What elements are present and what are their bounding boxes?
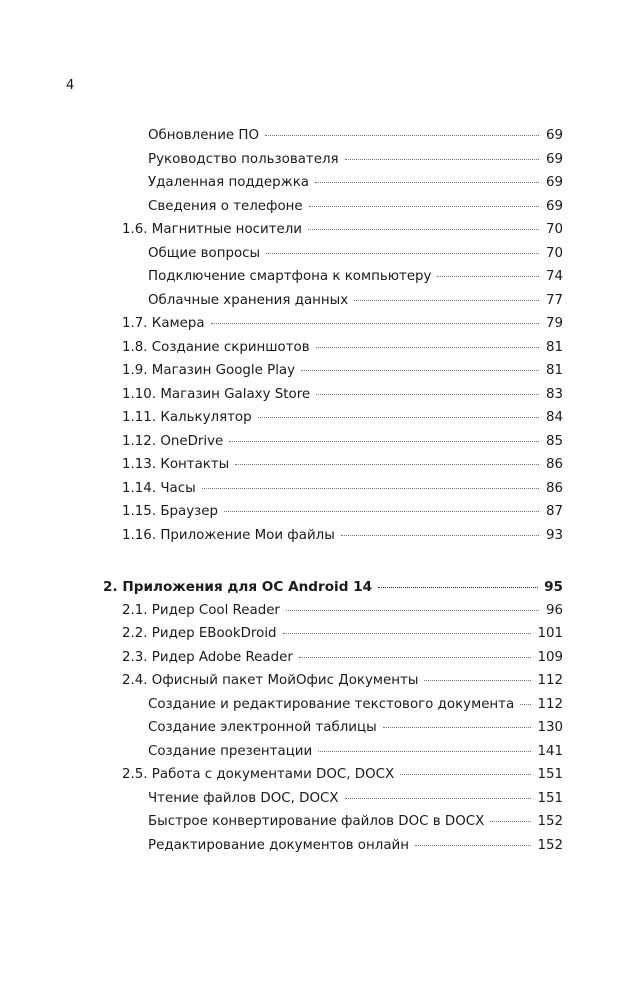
toc-entry-page: 87 [545, 504, 563, 519]
toc-dot-leader [283, 633, 532, 634]
toc-entry [148, 267, 563, 287]
toc-entry [122, 385, 563, 405]
toc-dot-leader [415, 845, 531, 846]
toc-entry [122, 601, 563, 621]
toc-entry [122, 624, 563, 644]
toc-entry-title: 1.9. Магазин Google Play [122, 363, 296, 378]
toc-entry-page: 96 [545, 602, 563, 618]
toc-dot-leader [299, 657, 532, 658]
toc-dot-leader [202, 488, 539, 489]
toc-dot-leader [345, 159, 539, 160]
toc-dot-leader [354, 300, 539, 301]
toc-entry [148, 695, 563, 715]
toc-dot-leader [224, 511, 539, 512]
toc-entry-title: 1.6. Магнитные носители [122, 222, 302, 237]
toc-entry [122, 361, 563, 381]
toc-dot-leader [316, 347, 539, 348]
toc-entry-page: 152 [537, 837, 563, 853]
toc-entry-page: 112 [537, 696, 563, 712]
toc-dot-leader [235, 464, 539, 465]
toc-entry-page: 69 [545, 198, 563, 214]
toc-dot-leader [315, 182, 539, 183]
toc-entry [122, 648, 563, 668]
toc-entry [148, 789, 563, 809]
toc-dot-leader [301, 370, 539, 371]
toc-entry-page: 69 [545, 128, 563, 143]
toc-dot-leader [400, 774, 531, 775]
toc-entry-title: 1.14. Часы [122, 480, 196, 496]
toc-entry-title: 2.3. Ридер Adobe Reader [122, 649, 293, 665]
toc-dot-leader [265, 135, 539, 136]
toc-entry [148, 173, 563, 193]
toc-entry-page: 85 [545, 433, 563, 449]
toc-entry [148, 718, 563, 738]
toc-entry-title: 2. Приложения для ОС Android 14 [103, 579, 373, 595]
toc-entry [148, 126, 563, 146]
toc-entry [148, 244, 563, 264]
toc-entry [148, 291, 563, 311]
toc-entry [122, 338, 563, 358]
toc-entry-title: Руководство пользователя [148, 151, 339, 167]
toc-dot-leader [345, 798, 532, 799]
toc-entry-page: 84 [545, 410, 563, 425]
toc-entry [122, 455, 563, 475]
toc-entry-title: 2.2. Ридер EBookDroid [122, 626, 277, 641]
toc-entry [148, 812, 563, 832]
toc-dot-leader [286, 610, 539, 611]
toc-entry-page: 69 [545, 175, 563, 190]
toc-entry-page: 83 [545, 386, 563, 402]
toc-entry [148, 742, 563, 762]
toc-dot-leader [520, 704, 531, 705]
toc-entry [148, 197, 563, 217]
toc-entry-title: 1.11. Калькулятор [122, 410, 252, 425]
toc-dot-leader [308, 229, 539, 230]
toc-entry-page: 81 [545, 363, 563, 378]
toc-entry-page: 109 [537, 649, 563, 665]
toc-entry [122, 671, 563, 691]
toc-entry-title: Чтение файлов DOC, DOCX [148, 790, 339, 806]
toc-entry-page: 81 [545, 339, 563, 355]
toc-dot-leader [316, 394, 539, 395]
toc-entry-title: 2.5. Работа с документами DOC, DOCX [122, 767, 395, 782]
toc-entry-page: 130 [537, 720, 563, 735]
toc-entry-title: 2.4. Офисный пакет МойОфис Документы [122, 673, 419, 688]
toc-dot-leader [229, 441, 539, 442]
toc-entry [103, 577, 563, 597]
toc-entry [122, 432, 563, 452]
toc-entry-title: 1.16. Приложение Мои файлы [122, 527, 335, 543]
toc-entry [122, 765, 563, 785]
toc-entry-page: 152 [537, 814, 563, 829]
toc-entry-page: 151 [537, 767, 563, 782]
toc-entry-page: 69 [545, 151, 563, 167]
toc-entry-title: Создание электронной таблицы [148, 720, 377, 735]
toc-entry-title: 2.1. Ридер Cool Reader [122, 602, 280, 618]
toc-entry-page: 79 [545, 316, 563, 331]
page-number: 4 [66, 78, 75, 93]
toc-entry-page: 74 [545, 269, 563, 284]
toc-entry-title: Сведения о телефоне [148, 198, 303, 214]
toc-entry-title: 1.10. Магазин Galaxy Store [122, 386, 311, 402]
toc-entry [148, 836, 563, 856]
toc-dot-leader [211, 323, 539, 324]
toc-dot-leader [309, 206, 539, 207]
toc-entry-title: Редактирование документов онлайн [148, 837, 409, 853]
toc-entry [122, 408, 563, 428]
toc-entry-title: Облачные хранения данных [148, 292, 349, 308]
toc-entry-page: 141 [537, 743, 563, 759]
toc-entry-page: 77 [545, 292, 563, 308]
toc-entry-page: 95 [544, 579, 563, 595]
toc-dot-leader [378, 587, 538, 588]
toc-dot-leader [341, 535, 539, 536]
toc-dot-leader [437, 276, 539, 277]
toc-entry-title: 1.15. Браузер [122, 504, 219, 519]
toc-entry [148, 150, 563, 170]
toc-entry-title: Обновление ПО [148, 128, 259, 143]
toc-dot-leader [258, 417, 539, 418]
toc-entry-title: 1.13. Контакты [122, 457, 230, 472]
toc-entry-title: Удаленная поддержка [148, 175, 310, 190]
toc-entry-title: Общие вопросы [148, 245, 261, 261]
toc-entry-page: 70 [545, 222, 563, 237]
toc-entry-page: 93 [545, 527, 563, 543]
toc-entry-title: Создание и редактирование текстового документа [148, 696, 515, 712]
toc-dot-leader [424, 680, 531, 681]
toc-entry-page: 151 [537, 790, 563, 806]
toc-dot-leader [383, 727, 532, 728]
toc-entry-title: Создание презентации [148, 743, 313, 759]
toc-entry-title: Быстрое конвертирование файлов DOC в DOCX [148, 814, 485, 829]
toc-entry [122, 314, 563, 334]
toc-entry [122, 220, 563, 240]
toc-entry [122, 502, 563, 522]
toc-entry-title: Подключение смартфона к компьютеру [148, 269, 432, 284]
toc-entry [122, 479, 563, 499]
toc-entry-title: 1.7. Камера [122, 316, 205, 331]
toc-entry-page: 70 [545, 245, 563, 261]
toc-dot-leader [318, 751, 531, 752]
toc-entry-title: 1.12. OneDrive [122, 433, 224, 449]
toc-entry-page: 112 [537, 673, 563, 688]
toc-entry-page: 86 [545, 480, 563, 496]
toc-entry-page: 101 [537, 626, 563, 641]
toc-dot-leader [266, 253, 539, 254]
toc-dot-leader [490, 821, 531, 822]
toc-entry [122, 526, 563, 546]
toc-entry-title: 1.8. Создание скриншотов [122, 339, 310, 355]
toc-entry-page: 86 [545, 457, 563, 472]
